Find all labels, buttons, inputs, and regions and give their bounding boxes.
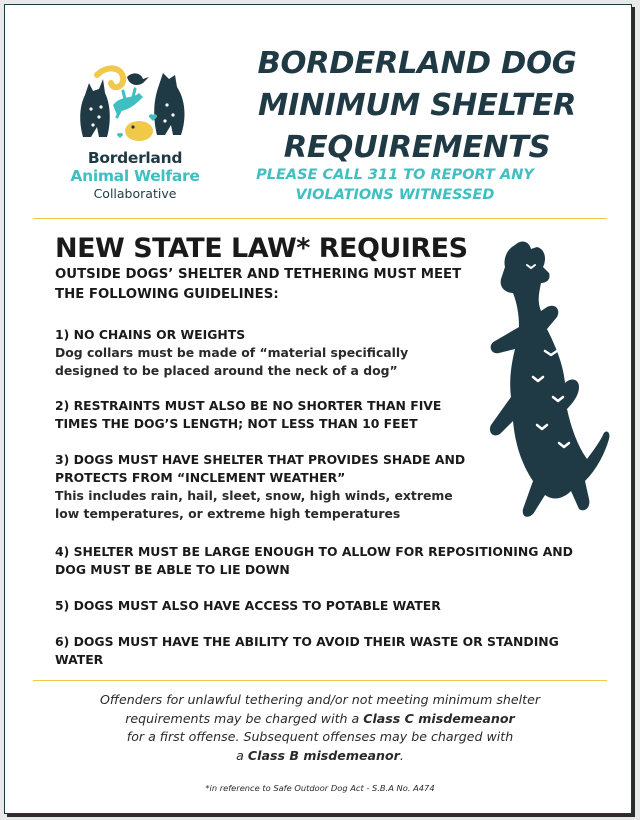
requirement-2-line1: 2) RESTRAINTS MUST ALSO BE NO SHORTER THAN FIVE	[55, 398, 442, 413]
requirement-3-line2: PROTECTS FROM “INCLEMENT WEATHER”	[55, 470, 346, 485]
divider-top	[33, 218, 607, 219]
logo-name-line3: Collaborative	[93, 186, 177, 201]
title-line1: BORDERLAND DOG	[257, 46, 577, 81]
penalty-line2-text: requirements may be charged with a	[125, 710, 364, 726]
requirement-4-line1: 4) SHELTER MUST BE LARGE ENOUGH TO ALLOW FOR REPOSITIONING AND	[55, 544, 573, 559]
requirement-5-line1: 5) DOGS MUST ALSO HAVE ACCESS TO POTABLE WATER	[55, 598, 441, 613]
requirement-3-detail-line2: low temperatures, or extreme high temperatures	[55, 506, 401, 521]
class-c-misdemeanor: Class C misdemeanor	[363, 710, 515, 726]
requirement-6-line2: WATER	[55, 652, 104, 667]
report-notice-line1: PLEASE CALL 311 TO REPORT ANY	[256, 167, 534, 183]
law-intro-line2: THE FOLLOWING GUIDELINES:	[55, 287, 279, 302]
title-line2: MINIMUM SHELTER	[258, 88, 576, 123]
report-notice-line2: VIOLATIONS WITNESSED	[295, 187, 495, 203]
title-line3: REQUIREMENTS	[283, 130, 551, 165]
law-intro-line1: OUTSIDE DOGS’ SHELTER AND TETHERING MUST MEET	[55, 267, 462, 282]
law-intro	[55, 265, 475, 305]
penalty-line4	[65, 747, 575, 766]
requirement-1	[55, 326, 475, 380]
requirement-2-line2: TIMES THE DOG’S LENGTH; NOT LESS THAN 10 FEET	[55, 416, 418, 431]
penalty-line4-end: .	[399, 747, 404, 763]
requirement-1-detail-line2: designed to be placed around the neck of a dog”	[55, 363, 398, 378]
law-heading: NEW STATE LAW* REQUIRES	[55, 233, 468, 264]
requirement-6-line1: 6) DOGS MUST HAVE THE ABILITY TO AVOID THEIR WASTE OR STANDING	[55, 634, 559, 649]
report-notice	[235, 165, 555, 205]
footnote: *in reference to Safe Outdoor Dog Act - S.B.A No. A474	[205, 783, 435, 793]
page-title	[217, 43, 617, 169]
requirement-1-detail-line1: Dog collars must be made of “material specifically	[55, 345, 409, 360]
requirement-5	[55, 597, 595, 615]
animals-logo-icon	[77, 65, 197, 147]
logo-name-line1: Borderland	[87, 149, 183, 167]
organization-logo	[55, 65, 215, 205]
requirement-1-title: 1) NO CHAINS OR WEIGHTS	[55, 327, 246, 342]
requirement-4-line2: DOG MUST BE ABLE TO LIE DOWN	[55, 562, 290, 577]
penalty-notice	[65, 691, 575, 765]
requirement-2	[55, 397, 475, 433]
requirement-3-detail-line1: This includes rain, hail, sleet, snow, high winds, extreme	[55, 488, 453, 503]
divider-bottom	[33, 680, 607, 681]
class-b-misdemeanor: Class B misdemeanor	[247, 747, 400, 763]
flyer-page	[4, 4, 632, 814]
requirement-6	[55, 633, 585, 669]
penalty-line2	[65, 710, 575, 729]
penalty-line1: Offenders for unlawful tethering and/or not meeting minimum shelter	[100, 692, 540, 707]
requirement-3-line1: 3) DOGS MUST HAVE SHELTER THAT PROVIDES SHADE AND	[55, 452, 466, 467]
logo-name-line2: Animal Welfare	[70, 167, 200, 185]
jumping-dog-icon	[475, 237, 615, 537]
requirement-4	[55, 543, 595, 579]
penalty-line3: for a first offense. Subsequent offenses may be charged with	[126, 729, 514, 744]
penalty-line4-text: a	[236, 747, 248, 763]
requirement-3	[55, 451, 495, 523]
